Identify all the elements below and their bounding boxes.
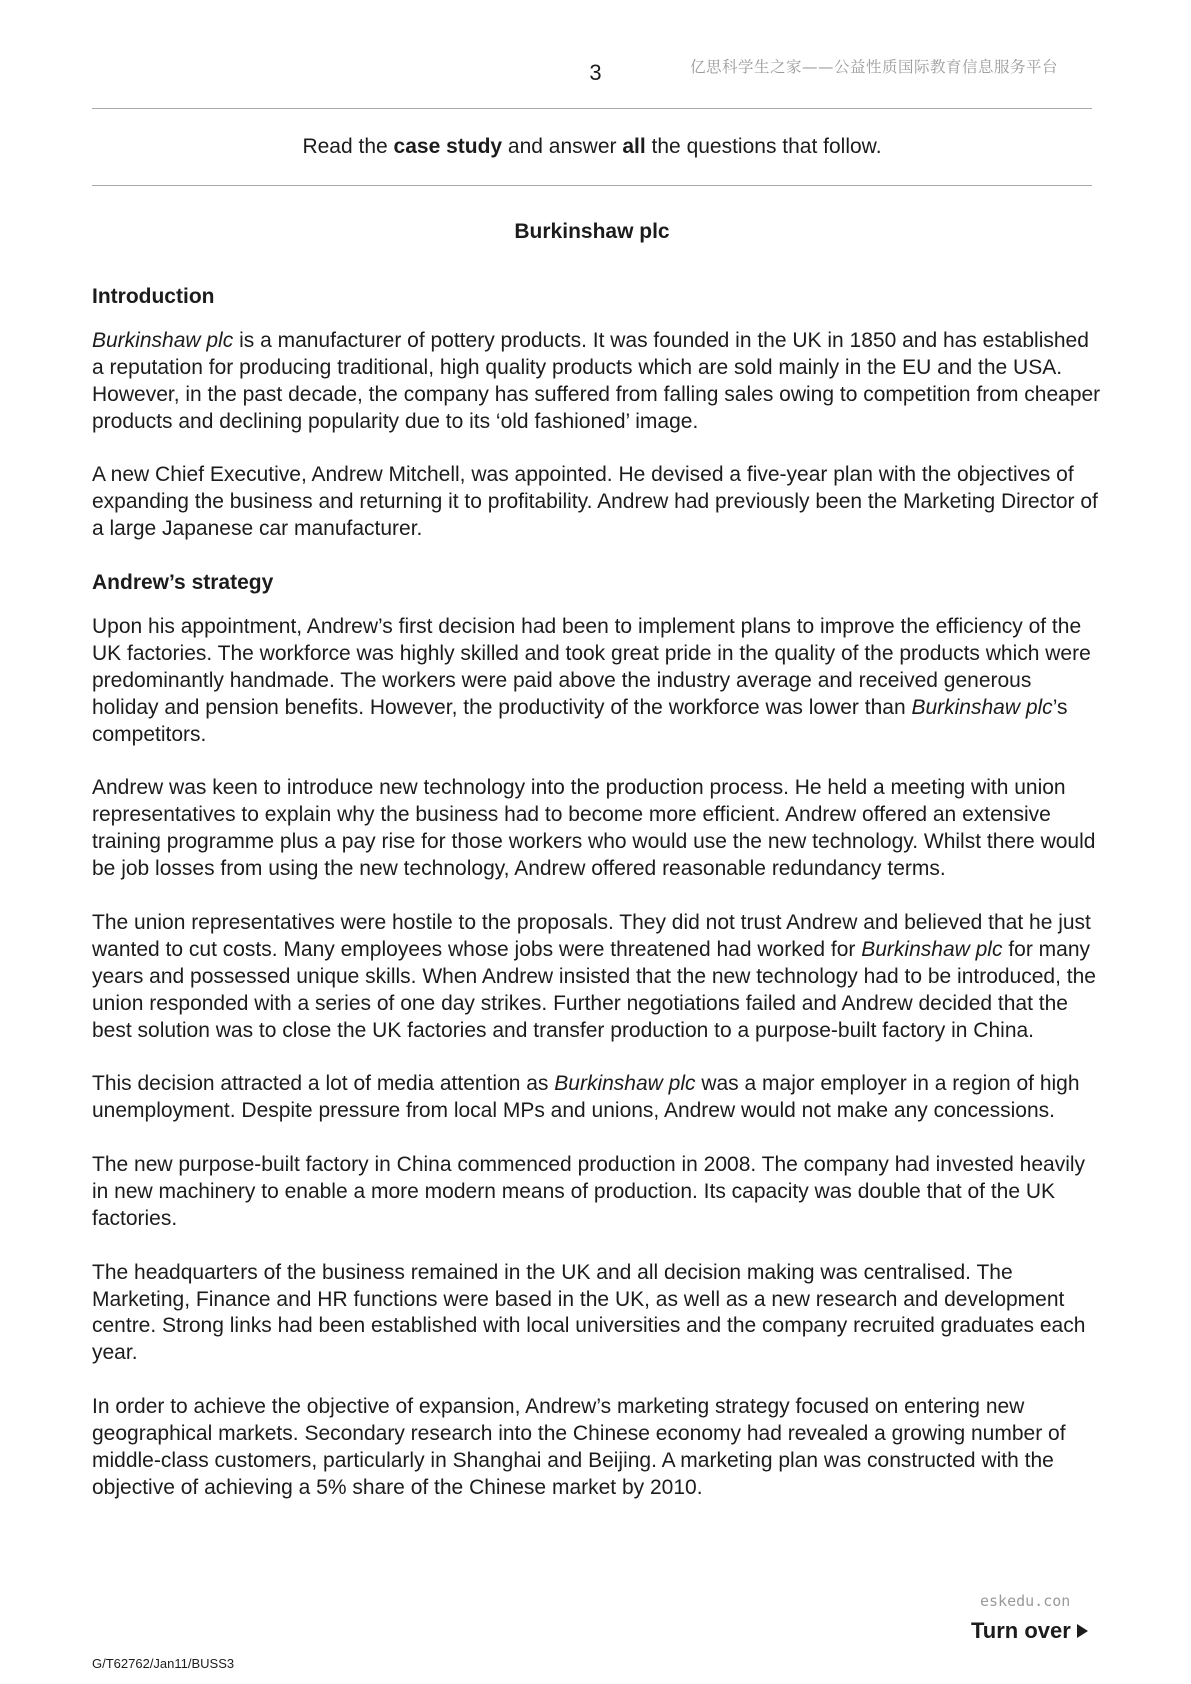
strategy-paragraph-1 [92,614,1102,749]
strategy-paragraph-2: Andrew was keen to introduce new technology into the production process. He held a meeting with union representatives to explain why the business had to become more efficient. Andrew offered an extensive training programme plus a pay rise for those workers who would use the new technology. Whilst there would be job losses from using the new technology, Andrew offered reasonable redundancy terms. [92,776,1096,881]
strategy-paragraph-4-text-a: This decision attracted a lot of media attention as [92,1072,555,1096]
instruction-text-post: the questions that follow. [645,135,882,158]
case-study-title: Burkinshaw plc [514,220,670,243]
strategy-heading: Andrew’s strategy [92,571,274,595]
strategy-paragraph-6: The headquarters of the business remained in the UK and all decision making was centralised. The Marketing, Finance and HR functions were based in the UK, as well as a new research and development centre. Strong links had been established with local universities and the company recruited graduates each year. [92,1260,1086,1365]
strategy-paragraph-3-text-b: for many years and possessed unique skills. When Andrew insisted that the new technology had to be introduced, the union responded with a series of one day strikes. Further negotiations failed and Andrew decided that the best solution was to close the UK factories and transfer production to a purpose-built factory in China. [92,937,1096,1042]
document-code: G/T62762/Jan11/BUSS3 [92,1656,235,1671]
company-name-italic: Burkinshaw plc [554,1072,696,1096]
instruction-text-mid: and answer [502,135,623,158]
instruction-bold-all: all [622,135,646,158]
strategy-paragraph-4-text-b: was a major employer in a region of high unemployment. Despite pressure from local MPs and unions, Andrew would not make any concessions. [92,1072,1080,1123]
company-name-italic: Burkinshaw plc [911,695,1053,719]
footer-watermark: eskedu.con [980,1592,1071,1610]
introduction-heading: Introduction [92,285,215,308]
company-name-italic: Burkinshaw plc [92,328,234,352]
strategy-paragraph-7: In order to achieve the objective of expansion, Andrew’s marketing strategy focused on entering new geographical markets. Secondary research into the Chinese economy had revealed a growing number of middle-class customers, particularly in Shanghai and Beijing. A marketing plan was constructed with the objective of achieving a 5% share of the Chinese market by 2010. [92,1395,1066,1499]
instruction-bold-case-study: case study [393,135,503,158]
strategy-paragraph-4 [92,1071,1102,1125]
header-watermark: 亿思科学生之家——公益性质国际教育信息服务平台 [690,58,1059,76]
intro-paragraph-1-text: is a manufacturer of pottery products. It was founded in the UK in 1850 and has established a reputation for producing traditional, high quality products which are sold mainly in the EU and the USA. However, in the past decade, the company has suffered from falling sales owing to competition from cheaper products and declining popularity due to its ‘old fashioned’ image. [92,328,1101,433]
right-arrow-icon [1077,1624,1088,1638]
turn-over-label [971,1618,1088,1644]
top-rule [92,108,1092,109]
intro-paragraph-2: A new Chief Executive, Andrew Mitchell, was appointed. He devised a five-year plan with the objectives of expanding the business and returning it to profitability. Andrew had previously been the Marketing Director of a large Japanese car manufacturer. [92,463,1098,541]
strategy-paragraph-5: The new purpose-built factory in China commenced production in 2008. The company had invested heavily in new machinery to enable a more modern means of production. Its capacity was double that of the UK factories. [92,1153,1086,1230]
intro-paragraph-1 [92,328,1102,436]
company-name-italic: Burkinshaw plc [861,937,1003,961]
instruction-line [92,135,1092,159]
second-rule [92,185,1092,186]
strategy-paragraph-1-text-a: Upon his appointment, Andrew’s first decision had been to implement plans to improve the efficiency of the UK factories. The workforce was highly skilled and took great pride in the quality of the products which were predominantly handmade. The workers were paid above the industry average and received generous holiday and pension benefits. However, the productivity of the workforce was lower than [92,614,1091,719]
case-study-body [92,284,1102,1529]
turn-over-text: Turn over [971,1618,1071,1643]
instruction-text-pre: Read the [302,135,394,158]
page-number: 3 [589,60,602,85]
strategy-paragraph-3-text-a: The union representatives were hostile to the proposals. They did not trust Andrew and believed that he just wanted to cut costs. Many employees whose jobs were threatened had worked for [92,910,1091,961]
strategy-paragraph-1-text-b: ’s competitors. [92,695,1068,746]
strategy-paragraph-3 [92,910,1102,1045]
